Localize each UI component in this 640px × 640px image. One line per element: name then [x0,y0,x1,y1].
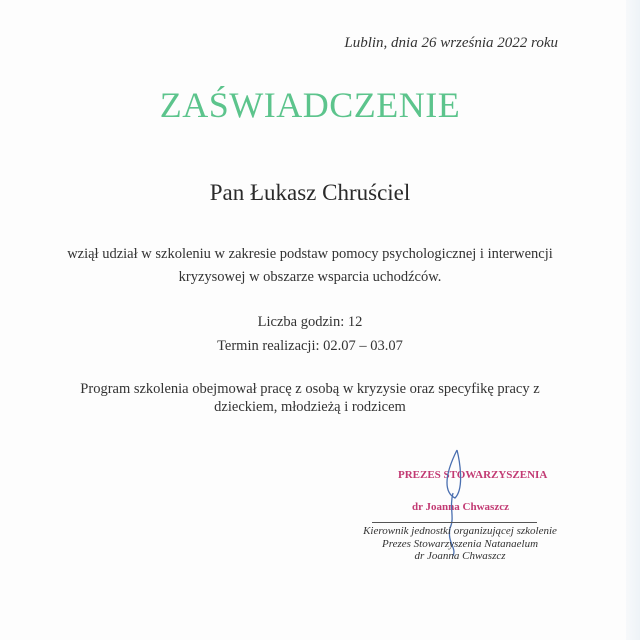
stamp-name: dr Joanna Chwaszcz [412,501,509,513]
stamp-role: PREZES STOWARZYSZENIA [398,469,548,481]
program-line-2: dzieckiem, młodzieżą i rodzicem [214,399,406,415]
program-line-1: Program szkolenia obejmował pracę z osobą w kryzysie oraz specyfikę pracy z [80,381,540,397]
document-title: ZAŚWIADCZENIE [159,85,461,125]
body-line-2: kryzysowej w obszarze wsparcia uchodźców. [178,269,442,285]
signature-line-2: Prezes Stowarzyszenia Natanaelum [381,538,539,550]
scan-edge [626,0,640,640]
hours: Liczba godzin: 12 [257,314,363,330]
date-place: Lublin, dnia 26 września 2022 roku [344,35,558,51]
signature-line-3: dr Joanna Chwaszcz [414,550,506,562]
term: Termin realizacji: 02.07 – 03.07 [217,338,403,354]
body-line-1: wziął udział w szkoleniu w zakresie podstaw pomocy psychologicznej i interwencji [67,246,553,262]
signature-line [372,522,537,523]
signature-line-1: Kierownik jednostki organizującej szkolenie [363,525,557,537]
recipient-name: Pan Łukasz Chruściel [209,180,411,205]
